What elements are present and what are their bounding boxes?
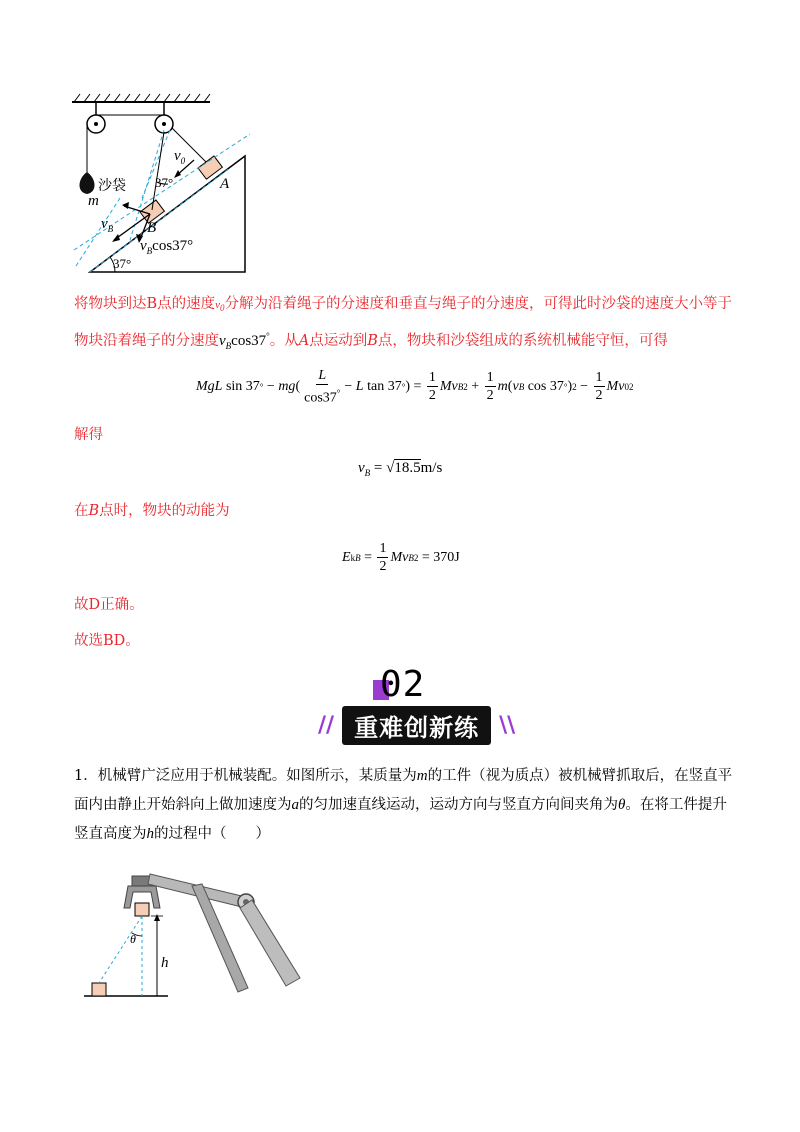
question-1-line-2: 面内由静止开始斜向上做加速度为a的匀加速直线运动，运动方向与竖直方向间夹角为θ。在将工件提升 <box>74 797 727 813</box>
robotic-arm-figure <box>80 858 310 1003</box>
question-1-line-3: 竖直高度为h的过程中（ ） <box>74 826 270 842</box>
right-slashes: \\ <box>499 713 516 738</box>
left-slashes: // <box>318 713 335 738</box>
forearm <box>240 900 300 986</box>
workpiece-ground <box>92 983 106 996</box>
section-title-row <box>318 706 515 745</box>
label-sand-bag: 沙袋 <box>98 178 126 194</box>
label-b: B <box>147 220 157 236</box>
label-angle-top: 37° <box>155 175 174 190</box>
solution-line-1: 将物块到达B点的速度$v_0$分解为沿着绳子的分速度和垂直与绳子的分速度，可得此时沙袋的速度大小等于 <box>74 296 733 314</box>
energy-equation: MgL sin 37 ° − mg ( $\frac{L}{\cos 37^\circ}$ − L tan 37 ° ) = $\frac{1}{2}$ Mv B 2 + $\frac{1}{2}$ m ( v B cos 37 ° ) 2 − $\frac{1}{2}$ Mv 0 2 <box>196 368 634 406</box>
vb-result: $v_B = √18.5m/s$ <box>358 460 443 478</box>
section-title: 重难创新练 <box>342 706 491 745</box>
label-m: m <box>88 193 99 209</box>
conclusion-d: 故D正确。 <box>74 597 144 613</box>
sand-bag <box>79 172 94 194</box>
ke-formula: E kB = $\frac{1}{2}$ Mv B 2 = 370J <box>342 541 460 574</box>
question-1-line-1: 1．机械臂广泛应用于机械装配。如图所示，某质量为m的工件（视为质点）被机械臂抓取后，在竖直平 <box>74 768 733 784</box>
section-number: 02 <box>380 664 426 705</box>
ke-intro: 在B点时，物块的动能为 <box>74 503 230 519</box>
label-theta: θ <box>130 932 136 946</box>
label-vb-cos37: $v_B\cos 37^\circ$ <box>140 238 194 256</box>
conclusion-bd: 故选BD。 <box>74 633 140 649</box>
label-angle-bottom: 37° <box>113 256 132 271</box>
label-a: A <box>220 176 230 192</box>
label-vb: $v_B$ <box>101 216 114 234</box>
label-h: h <box>161 955 169 971</box>
question-1 <box>74 764 734 847</box>
solution-line-2: 物块沿着绳子的分速度$v_B\cos 37^\circ$。从A点运动到B点，物块和沙袋组成的系统机械能守恒，可得 <box>74 331 668 351</box>
label-v0: $v_0$ <box>174 148 186 166</box>
workpiece-gripper <box>135 903 149 916</box>
solve-label: 解得 <box>74 427 103 443</box>
